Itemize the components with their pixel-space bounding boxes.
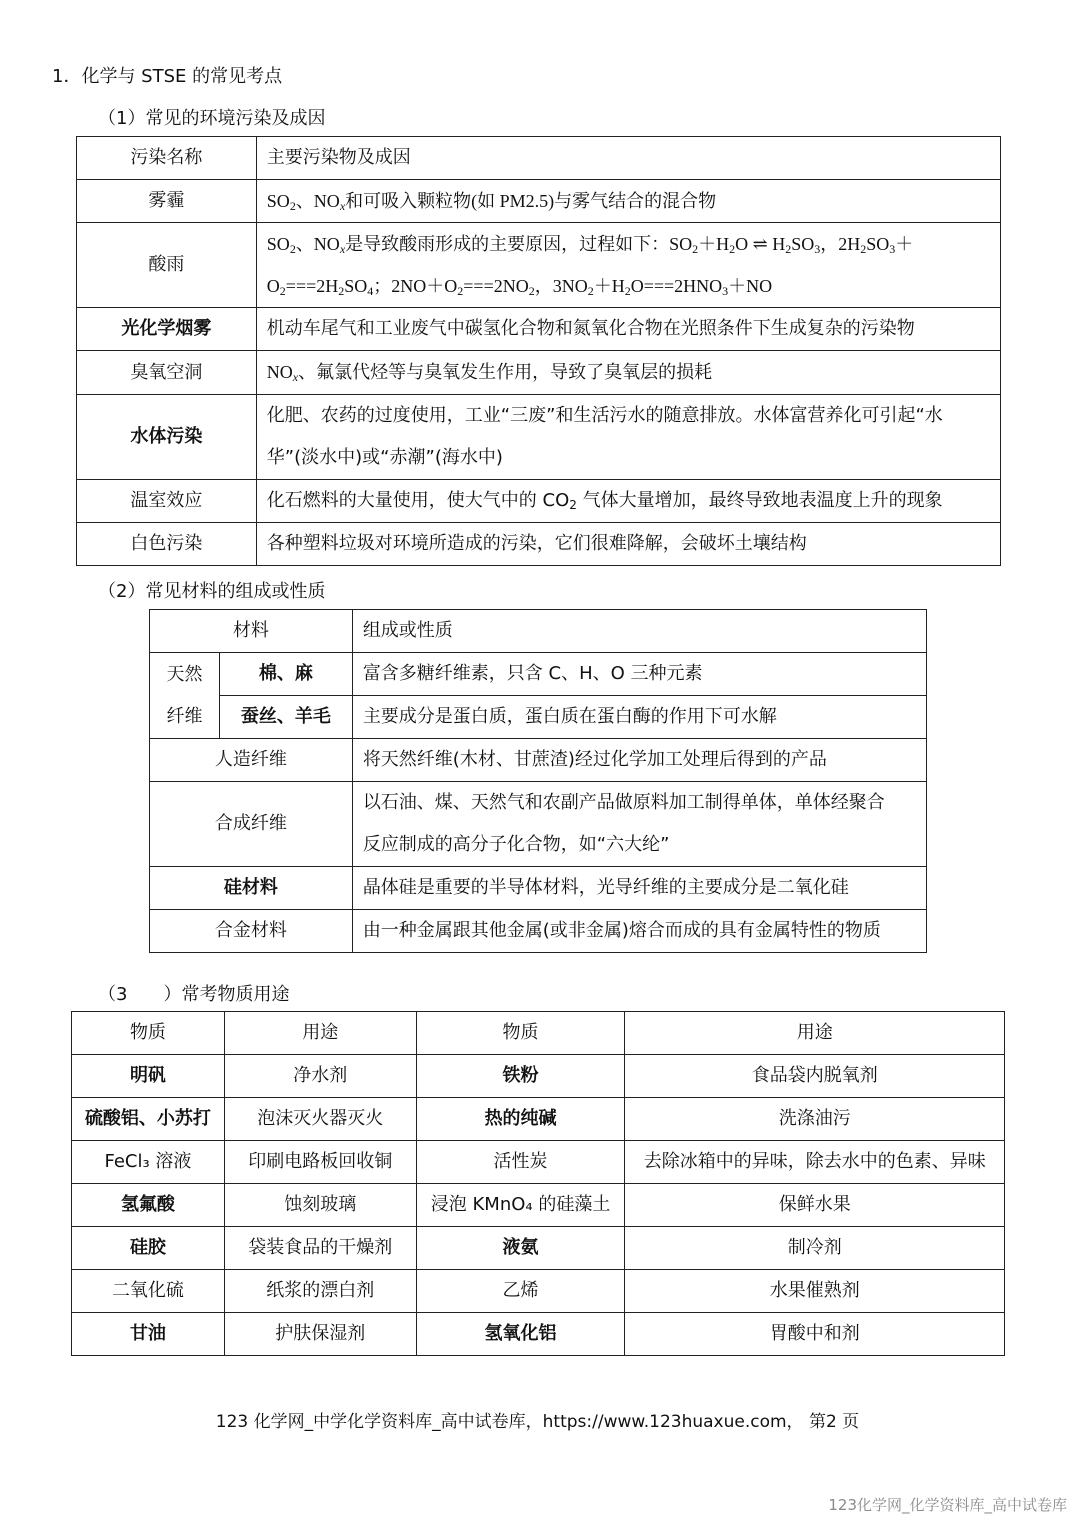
materials-table: [149, 609, 927, 953]
use: 印刷电路板回收铜: [224, 1141, 416, 1184]
table-row: [77, 351, 1001, 395]
substance: 硫酸铝、小苏打: [72, 1098, 225, 1141]
material-name: 棉、麻: [219, 653, 352, 696]
material-desc: 将天然纤维(木材、甘蔗渣)经过化学加工处理后得到的产品: [352, 739, 926, 782]
table-row: [77, 480, 1001, 523]
use: 蚀刻玻璃: [224, 1184, 416, 1227]
use: 胃酸中和剂: [625, 1313, 1005, 1356]
table-row: [150, 653, 927, 696]
pollution-desc: 机动车尾气和工业废气中碳氢化合物和氮氧化合物在光照条件下生成复杂的污染物: [256, 308, 1000, 351]
material-desc: 由一种金属跟其他金属(或非金属)熔合而成的具有金属特性的物质: [352, 910, 926, 953]
material-desc: 晶体硅是重要的半导体材料，光导纤维的主要成分是二氧化硅: [352, 867, 926, 910]
table-header-row: [150, 610, 927, 653]
table-row: [72, 1055, 1005, 1098]
table-row: [150, 867, 927, 910]
page-footer: 123 化学网_中学化学资料库_高中试卷库，https://www.123huaxue.com， 第2 页: [215, 1412, 860, 1432]
header-cell: 污染名称: [77, 137, 257, 180]
section2-title: （2）常见材料的组成或性质: [98, 581, 326, 602]
substance: 氢氟酸: [72, 1184, 225, 1227]
use: 制冷剂: [625, 1227, 1005, 1270]
use: 水果催熟剂: [625, 1270, 1005, 1313]
watermark: 123化学网_化学资料库_高中试卷库: [828, 1496, 1067, 1514]
material-desc: 富含多糖纤维素，只含 C、H、O 三种元素: [352, 653, 926, 696]
table-row: [77, 308, 1001, 351]
material-name: 硅材料: [150, 867, 353, 910]
substance: 乙烯: [416, 1270, 625, 1313]
table-header-row: [77, 137, 1001, 180]
pollution-desc: 化肥、农药的过度使用，工业“三废”和生活污水的随意排放。水体富营养化可引起“水 华”(淡水中)或“赤潮”(海水中): [256, 395, 1000, 480]
substance: FeCl₃ 溶液: [72, 1141, 225, 1184]
substance: 硅胶: [72, 1227, 225, 1270]
pollution-name: 光化学烟雾: [77, 308, 257, 351]
table-row: [77, 223, 1001, 308]
use: 食品袋内脱氧剂: [625, 1055, 1005, 1098]
substance: 明矾: [72, 1055, 225, 1098]
header-cell: 用途: [625, 1012, 1005, 1055]
pollution-desc: 各种塑料垃圾对环境所造成的污染，它们很难降解，会破坏土壤结构: [256, 523, 1000, 566]
use: 洗涤油污: [625, 1098, 1005, 1141]
substance: 液氨: [416, 1227, 625, 1270]
substance: 浸泡 KMnO₄ 的硅藻土: [416, 1184, 625, 1227]
table-row: [150, 910, 927, 953]
table-row: [77, 180, 1001, 223]
pollution-name: 白色污染: [77, 523, 257, 566]
pollution-desc: $SO_2$、$NO_x$是导致酸雨形成的主要原因，过程如下：$SO_2+H_2O$ ⇌ $H_2SO_3$，$2H_2SO_3+$ $O_2===2H_2SO_4$；$2NO+O_2===2NO_2$，$3NO_2+H_2O===2HNO_3+NO$: [256, 223, 1000, 308]
section1-title: （1）常见的环境污染及成因: [98, 108, 326, 129]
use: 纸浆的漂白剂: [224, 1270, 416, 1313]
header-cell: 物质: [416, 1012, 625, 1055]
header-cell: 用途: [224, 1012, 416, 1055]
material-name: 合金材料: [150, 910, 353, 953]
table-row: [72, 1313, 1005, 1356]
material-desc: 主要成分是蛋白质，蛋白质在蛋白酶的作用下可水解: [352, 696, 926, 739]
table-row: [72, 1098, 1005, 1141]
table-row: [150, 696, 927, 739]
material-desc: 以石油、煤、天然气和农副产品做原料加工制得单体，单体经聚合 反应制成的高分子化合物，如“六大纶”: [352, 782, 926, 867]
material-name: 人造纤维: [150, 739, 353, 782]
use: 净水剂: [224, 1055, 416, 1098]
pollution-name: 雾霾: [77, 180, 257, 223]
pollution-desc: $SO_2$、$NO_x$和可吸入颗粒物(如 PM2.5)与雾气结合的混合物: [256, 180, 1000, 223]
page-heading: 1．化学与 STSE 的常见考点: [52, 66, 283, 87]
pollution-desc: $NO_x$、氟氯代烃等与臭氧发生作用，导致了臭氧层的损耗: [256, 351, 1000, 395]
table-row: [150, 782, 927, 867]
pollution-name: 臭氧空洞: [77, 351, 257, 395]
pollution-name: 温室效应: [77, 480, 257, 523]
pollution-table: [76, 136, 1001, 566]
table-row: [72, 1184, 1005, 1227]
header-cell: 物质: [72, 1012, 225, 1055]
table-row: [150, 739, 927, 782]
use: 护肤保湿剂: [224, 1313, 416, 1356]
pollution-desc: 化石燃料的大量使用，使大气中的 $CO_2$ 气体大量增加，最终导致地表温度上升的现象: [256, 480, 1000, 523]
uses-table: [71, 1011, 1005, 1356]
substance: 活性炭: [416, 1141, 625, 1184]
natural-fiber-label: 天然 纤维: [150, 653, 220, 739]
material-name: 合成纤维: [150, 782, 353, 867]
pollution-name: 水体污染: [77, 395, 257, 480]
substance: 甘油: [72, 1313, 225, 1356]
table-header-row: [72, 1012, 1005, 1055]
pollution-name: 酸雨: [77, 223, 257, 308]
substance: 热的纯碱: [416, 1098, 625, 1141]
header-cell: 组成或性质: [352, 610, 926, 653]
table-row: [72, 1270, 1005, 1313]
table-row: [77, 523, 1001, 566]
use: 袋装食品的干燥剂: [224, 1227, 416, 1270]
section3-title: （3 ）常考物质用途: [98, 984, 290, 1005]
table-row: [77, 395, 1001, 480]
substance: 二氧化硫: [72, 1270, 225, 1313]
substance: 铁粉: [416, 1055, 625, 1098]
use: 保鲜水果: [625, 1184, 1005, 1227]
header-cell: 材料: [150, 610, 353, 653]
use: 泡沫灭火器灭火: [224, 1098, 416, 1141]
table-row: [72, 1141, 1005, 1184]
material-name: 蚕丝、羊毛: [219, 696, 352, 739]
use: 去除冰箱中的异味，除去水中的色素、异味: [625, 1141, 1005, 1184]
substance: 氢氧化铝: [416, 1313, 625, 1356]
header-cell: 主要污染物及成因: [256, 137, 1000, 180]
table-row: [72, 1227, 1005, 1270]
